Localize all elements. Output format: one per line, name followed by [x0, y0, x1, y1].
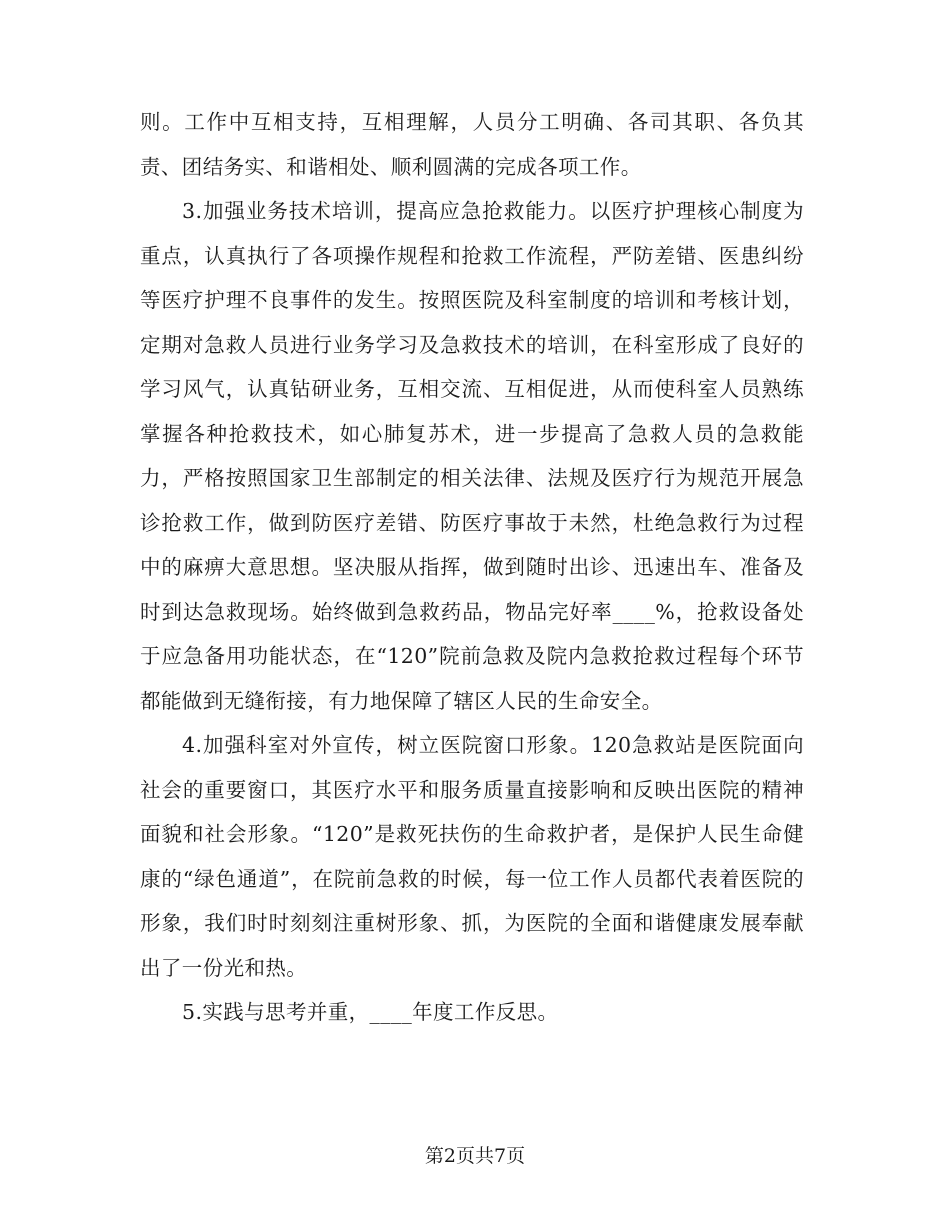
paragraph-item-4: 4.加强科室对外宣传，树立医院窗口形象。120急救站是医院面向社会的重要窗口，其医疗水平和服务质量直接影响和反映出医院的精神面貌和社会形象。“120”是救死扶伤的生命救护者，是保护人民生命健康的“绿色通道”，在院前急救的时候，每一位工作人员都代表着医院的形象，我们时时刻刻注重树形象、抓，为医院的全面和谐健康发展奉献出了一份光和热。: [140, 733, 804, 980]
paragraph-item-3: 3.加强业务技术培训，提高应急抢救能力。以医疗护理核心制度为重点，认真执行了各项操作规程和抢救工作流程，严防差错、医患纠纷等医疗护理不良事件的发生。按照医院及科室制度的培训和考核计划，定期对急救人员进行业务学习及急救技术的培训，在科室形成了良好的学习风气，认真钻研业务，互相交流、互相促进，从而使科室人员熟练掌握各种抢救技术，如心肺复苏术，进一步提高了急救人员的急救能力，严格按照国家卫生部制定的相关法律、法规及医疗行为规范开展急诊抢救工作，做到防医疗差错、防医疗事故于未然，杜绝急救行为过程中的麻痹大意思想。坚决服从指挥，做到随时出诊、迅速出车、准备及时到达急救现场。始终做到急救药品，物品完好率____%，抢救设备处于应急备用功能状态，在“120”院前急救及院内急救抢救过程每个环节都能做到无缝衔接，有力地保障了辖区人民的生命安全。: [140, 199, 804, 713]
body-text: [140, 100, 804, 1035]
page-number: 第2页共7页: [424, 1145, 526, 1167]
paragraph-item-5: 5.实践与思考并重，____年度工作反思。: [182, 1000, 559, 1024]
paragraph-continuation: 则。工作中互相支持，互相理解，人员分工明确、各司其职、各负其责、团结务实、和谐相处、顺利圆满的完成各项工作。: [140, 110, 804, 179]
